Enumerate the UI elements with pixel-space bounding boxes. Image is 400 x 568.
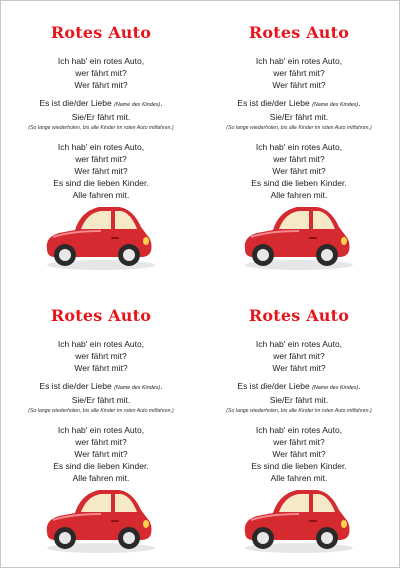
verse-line: wer fährt mit?: [273, 68, 325, 78]
verse-line: wer fährt mit?: [273, 154, 325, 164]
verse-line: wer fährt mit?: [273, 351, 325, 361]
name-note: (Name des Kindes): [312, 102, 359, 108]
verse-line: wer fährt mit?: [75, 68, 127, 78]
verse-line: Wer fährt mit?: [272, 449, 326, 459]
verse-line: wer fährt mit?: [75, 351, 127, 361]
verse-line-text: Es ist die/der Liebe: [39, 381, 112, 391]
verse-line: Ich hab' ein rotes Auto,: [255, 339, 343, 349]
verse-line: Sie/Er fährt mit.: [269, 395, 329, 405]
red-car-icon: [41, 197, 157, 273]
repeat-note: (So lange wiederholen, bis alle Kinder im roten Auto mitfahren.): [28, 125, 174, 131]
verse-line: Alle fahren mit.: [270, 190, 328, 200]
name-note: (Name des Kindes): [312, 385, 359, 391]
verse-line: Wer fährt mit?: [74, 80, 128, 90]
song-title: Rotes Auto: [50, 306, 152, 325]
verse-line-text: Es ist die/der Liebe: [237, 98, 310, 108]
verse-line: Es sind die lieben Kinder.: [53, 178, 149, 188]
verse-line: Es sind die lieben Kinder.: [251, 461, 347, 471]
red-car-icon: [239, 480, 355, 556]
verse-line: Sie/Er fährt mit.: [71, 112, 131, 122]
verse-line: Ich hab' ein rotes Auto,: [57, 142, 145, 152]
verse-line: wer fährt mit?: [75, 437, 127, 447]
name-note: (Name des Kindes): [114, 385, 161, 391]
verse-line: Wer fährt mit?: [272, 166, 326, 176]
song-card: [1, 1, 201, 284]
verse-line: Wer fährt mit?: [74, 363, 128, 373]
verse-line: Wer fährt mit?: [272, 363, 326, 373]
verse-line: Wer fährt mit?: [74, 449, 128, 459]
verse-line-name: Es ist die/der Liebe (Name des Kindes).: [237, 381, 361, 391]
red-car-icon: [239, 197, 355, 273]
song-card: [1, 284, 201, 567]
verse-line: wer fährt mit?: [75, 154, 127, 164]
verse-line-name: Es ist die/der Liebe (Name des Kindes).: [237, 98, 361, 108]
repeat-note: (So lange wiederholen, bis alle Kinder im roten Auto mitfahren.): [226, 408, 372, 414]
song-card: [199, 284, 399, 567]
verse-line: Alle fahren mit.: [270, 473, 328, 483]
song-title: Rotes Auto: [248, 23, 350, 42]
repeat-note: (So lange wiederholen, bis alle Kinder im roten Auto mitfahren.): [28, 408, 174, 414]
verse-line: Ich hab' ein rotes Auto,: [255, 425, 343, 435]
song-title: Rotes Auto: [248, 306, 350, 325]
song-card: [199, 1, 399, 284]
name-note: (Name des Kindes): [114, 102, 161, 108]
verse-line: Es sind die lieben Kinder.: [53, 461, 149, 471]
verse-line: Alle fahren mit.: [72, 473, 130, 483]
verse-line: Sie/Er fährt mit.: [269, 112, 329, 122]
verse-line-name: Es ist die/der Liebe (Name des Kindes).: [39, 381, 163, 391]
verse-line: Sie/Er fährt mit.: [71, 395, 131, 405]
song-title: Rotes Auto: [50, 23, 152, 42]
verse-line: Wer fährt mit?: [272, 80, 326, 90]
repeat-note: (So lange wiederholen, bis alle Kinder im roten Auto mitfahren.): [226, 125, 372, 131]
red-car-icon: [41, 480, 157, 556]
verse-line: Ich hab' ein rotes Auto,: [57, 339, 145, 349]
verse-line: Ich hab' ein rotes Auto,: [255, 142, 343, 152]
verse-line-name: Es ist die/der Liebe (Name des Kindes).: [39, 98, 163, 108]
verse-line: Wer fährt mit?: [74, 166, 128, 176]
verse-line: Ich hab' ein rotes Auto,: [57, 425, 145, 435]
verse-line-text: Es ist die/der Liebe: [237, 381, 310, 391]
verse-line: Ich hab' ein rotes Auto,: [57, 56, 145, 66]
verse-line: Alle fahren mit.: [72, 190, 130, 200]
verse-line: Ich hab' ein rotes Auto,: [255, 56, 343, 66]
verse-line: wer fährt mit?: [273, 437, 325, 447]
verse-line-text: Es ist die/der Liebe: [39, 98, 112, 108]
verse-line: Es sind die lieben Kinder.: [251, 178, 347, 188]
